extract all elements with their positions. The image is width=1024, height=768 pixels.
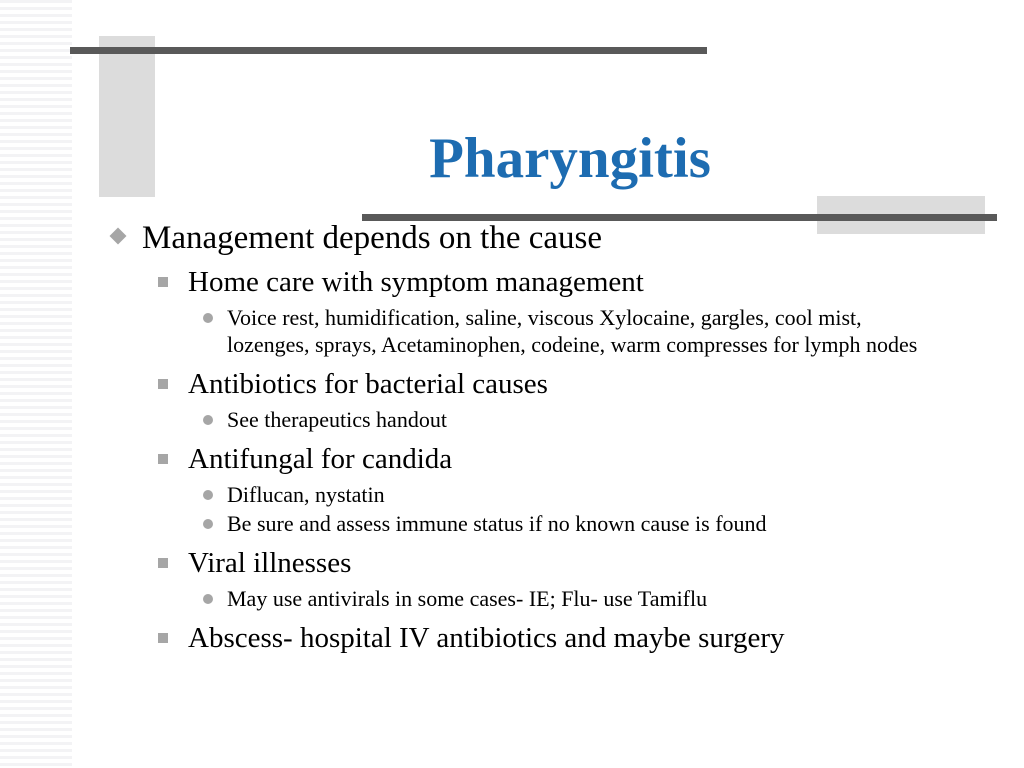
decor-block-left	[99, 36, 155, 197]
outline-item-text: Diflucan, nystatin	[227, 482, 385, 507]
outline-item-level2	[0, 367, 1024, 402]
outline-item-text: Management depends on the cause	[142, 220, 603, 256]
outline-item-level2	[0, 621, 1024, 656]
slide-body	[0, 218, 1024, 656]
disc-bullet-icon	[203, 415, 213, 425]
outline-item-text: May use antivirals in some cases- IE; Flu- use Tamiflu	[227, 586, 708, 611]
outline-item-level2	[0, 546, 1024, 581]
square-bullet-icon	[158, 558, 168, 568]
slide-title: Pharyngitis	[429, 127, 711, 191]
outline-item-text: Antibiotics for bacterial causes	[188, 368, 548, 400]
outline-item-level3	[0, 481, 1024, 508]
square-bullet-icon	[158, 277, 168, 287]
outline-item-text: Abscess- hospital IV antibiotics and maybe surgery	[188, 622, 785, 654]
outline-item-level1	[0, 218, 1024, 258]
square-bullet-icon	[158, 379, 168, 389]
outline-item-level3	[0, 406, 1024, 433]
outline-item-level3	[0, 304, 1024, 358]
outline-item-text: Voice rest, humidification, saline, viscous Xylocaine, gargles, cool mist, lozenges, sprays, Acetaminophen, codeine, warm compresses for lymph nodes	[227, 305, 918, 357]
outline-item-text: Home care with symptom management	[188, 266, 644, 298]
outline-item-text: See therapeutics handout	[227, 407, 447, 432]
outline-item-text: Be sure and assess immune status if no known cause is found	[227, 511, 767, 536]
disc-bullet-icon	[203, 594, 213, 604]
square-bullet-icon	[158, 633, 168, 643]
square-bullet-icon	[158, 454, 168, 464]
outline-item-text: Viral illnesses	[188, 547, 352, 579]
outline-item-level3	[0, 510, 1024, 537]
decor-bar-top	[70, 47, 707, 54]
outline-item-level2	[0, 442, 1024, 477]
disc-bullet-icon	[203, 313, 213, 323]
outline-item-level2	[0, 265, 1024, 300]
diamond-bullet-icon	[110, 228, 127, 245]
disc-bullet-icon	[203, 519, 213, 529]
disc-bullet-icon	[203, 490, 213, 500]
outline-item-text: Antifungal for candida	[188, 443, 453, 475]
outline-item-level3	[0, 585, 1024, 612]
